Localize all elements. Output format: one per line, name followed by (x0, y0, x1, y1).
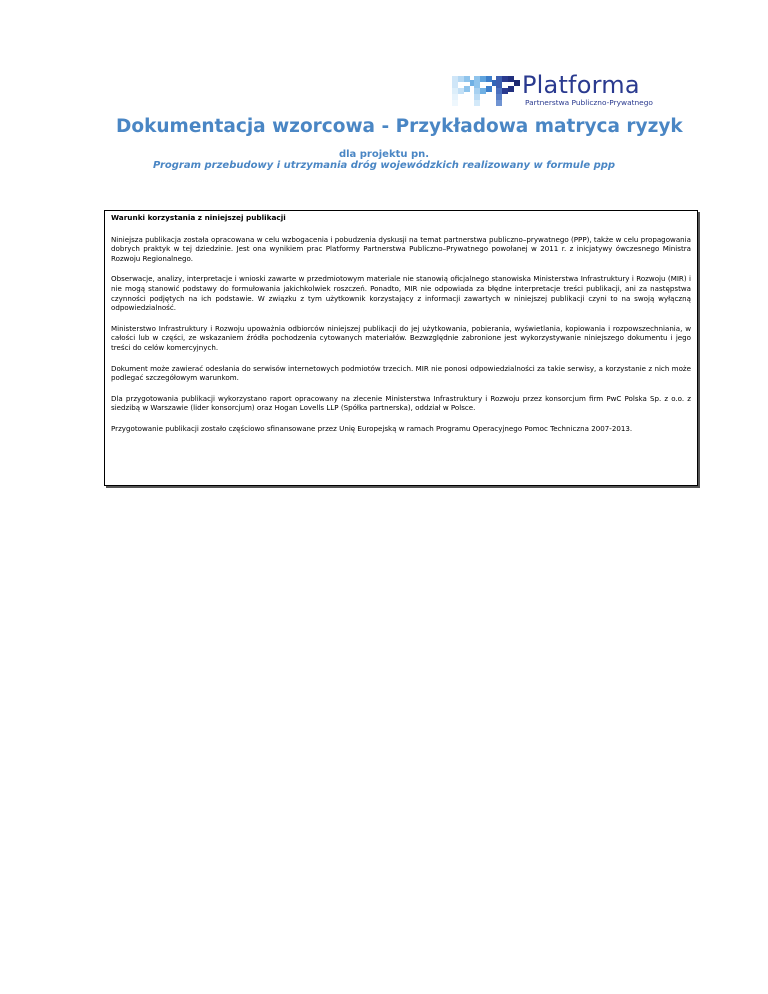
terms-paragraph: Obserwacje, analizy, interpretacje i wnioski zawarte w przedmiotowym materiale nie stanowią oficjalnego stanowiska Ministerstwa Infrastruktury i Rozwoju (MIR) i nie mogą stanowić podstawy do formułowania jakichkolwiek roszczeń. Ponadto, MIR nie odpowiada za błędne interpretacje treści publikacji, ani za następstwa czynności podjętych na ich podstawie. W związku z tym użytkownik korzystający z informacji zawartych w niniejszej publikacji czyni to na swoją wyłączną odpowiedzialność. (111, 274, 691, 313)
terms-paragraph: Dla przygotowania publikacji wykorzystano raport opracowany na zlecenie Ministerstwa Infrastruktury i Rozwoju przez konsorcjum firm PwC Polska Sp. z o.o. z siedzibą w Warszawie (lider konsorcjum) oraz Hogan Lovells LLP (Spółka partnerska), oddział w Polsce. (111, 393, 691, 413)
platforma-ppp-logo (452, 71, 653, 108)
terms-paragraph: Ministerstwo Infrastruktury i Rozwoju upoważnia odbiorców niniejszej publikacji do jej użytkowania, pobierania, wyświetlania, kopiowania i rozpowszechniania, w całości lub w części, ze wskazaniem źródła pochodzenia cytowanych materiałów. Bezwzględnie zabronione jest wykorzystywanie niniejszego dokumentu i jego treści do celów komercyjnych. (111, 323, 691, 352)
project-label: dla projektu pn. (338, 149, 430, 160)
terms-heading: Warunki korzystania z niniejszej publikacji (111, 213, 286, 222)
project-name: Program przebudowy i utrzymania dróg wojewódzkich realizowany w formule ppp (152, 160, 616, 171)
document-title: Dokumentacja wzorcowa - Przykładowa matryca ryzyk (116, 116, 683, 137)
ppp-logo-icon (452, 74, 522, 106)
terms-paragraph: Dokument może zawierać odesłania do serwisów internetowych podmiotów trzecich. MIR nie ponosi odpowiedzialności za takie serwisy, a korzystanie z nich może podlegać szczegółowym warunkom. (111, 363, 691, 383)
terms-of-use-box (104, 210, 698, 486)
logo-wordmark: Platforma (522, 71, 640, 99)
logo-subtitle: Partnerstwa Publiczno-Prywatnego (525, 98, 653, 107)
terms-paragraph: Niniejsza publikacja została opracowana w celu wzbogacenia i pobudzenia dyskusji na temat partnerstwa publiczno–prywatnego (PPP), także w celu propagowania dobrych praktyk w tej dziedzinie. Jest ona wynikiem prac Platformy Partnerstwa Publiczno–Prywatnego powołanej w 2011 r. z inicjatywy ówczesnego Ministra Rozwoju Regionalnego. (111, 234, 691, 263)
terms-paragraph: Przygotowanie publikacji zostało częściowo sfinansowane przez Unię Europejską w ramach Programu Operacyjnego Pomoc Techniczna 2007-2013. (111, 423, 633, 433)
